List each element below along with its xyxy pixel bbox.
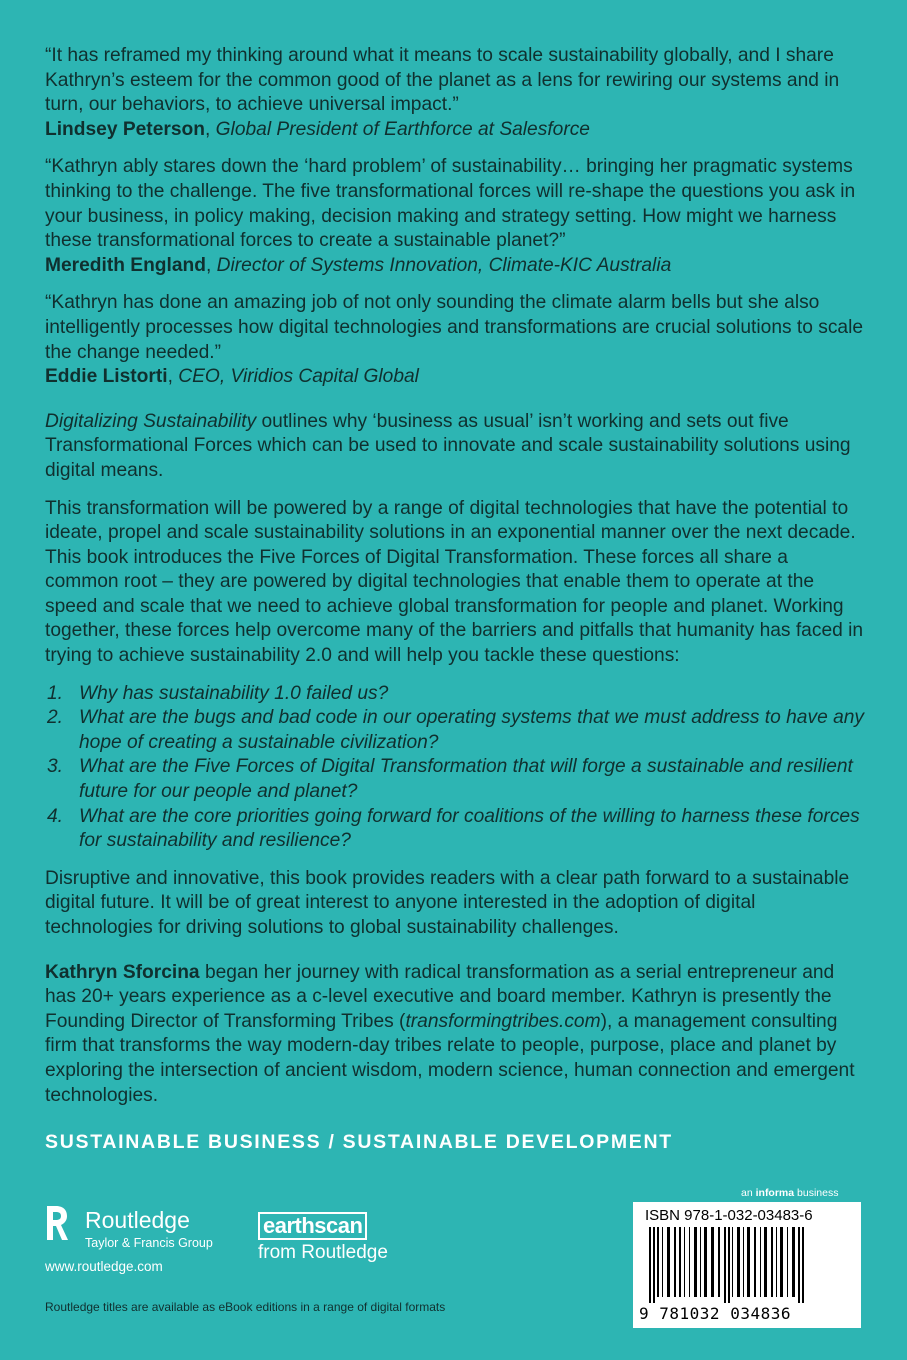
barcode-bar [684, 1227, 685, 1297]
publisher-group: Taylor & Francis Group [85, 1236, 213, 1250]
informa-business-label [741, 1187, 838, 1199]
endorsement-text: “Kathryn has done an amazing job of not only sounding the climate alarm bells but she also intelligently processes how digital technologies and transformations are crucial solutions to scale the change needed.” [45, 292, 864, 363]
isbn-number: ISBN 978-1-032-03483-6 [645, 1207, 813, 1224]
barcode-bar [700, 1227, 701, 1297]
barcode-bar [780, 1227, 783, 1297]
barcode-bar [732, 1227, 733, 1297]
list-number: 2. [47, 707, 64, 729]
author-website: transformingtribes.com [405, 1010, 601, 1032]
barcode-bar [689, 1227, 690, 1297]
endorser-title: Global President of Earthforce at Salesforce [215, 118, 590, 140]
barcode-bar [694, 1227, 697, 1297]
earthscan-logo [258, 1212, 388, 1264]
isbn-barcode [633, 1202, 861, 1328]
bio-text-2: ), a management consulting firm that transforms the way modern-day tribes relate to people, purpose, place and planet by exploring the intersection of ancient wisdom, modern science, human connection and emergent technologies. [45, 1010, 855, 1106]
list-text: What are the Five Forces of Digital Transformation that will forge a sustainable and resilient future for our people and planet? [79, 756, 853, 803]
list-item [45, 755, 865, 804]
endorsement-2 [45, 155, 865, 278]
informa-prefix: an [741, 1187, 756, 1199]
subject-category: SUSTAINABLE BUSINESS / SUSTAINABLE DEVELOPMENT [45, 1131, 673, 1153]
list-text: What are the bugs and bad code in our operating systems that we must address to have any hope of creating a sustainable civilization? [79, 707, 865, 753]
bio-text-1: began her journey with radical transformation as a serial entrepreneur and has 20+ years experience as a c-level executive and board member. Kathryn is presently the Founding Director of Transforming Tribes ( [45, 961, 835, 1032]
question-list [45, 682, 865, 854]
barcode-bar [760, 1227, 761, 1297]
endorser-name: Eddie Listorti [45, 366, 168, 388]
barcode-bar [798, 1227, 800, 1303]
barcode-bar [802, 1227, 804, 1303]
barcode-bar [728, 1227, 730, 1303]
intro-text: outlines why ‘business as usual’ isn’t working and sets out five Transformational Forces which can be used to innovate and scale sustainability solutions using digital means. [45, 410, 851, 481]
barcode-bar [711, 1227, 714, 1297]
barcode-bar [771, 1227, 773, 1297]
barcode-bar [776, 1227, 777, 1297]
barcode-bar [704, 1227, 707, 1297]
barcode-bar [754, 1227, 756, 1297]
earthscan-wordmark: earthscan [258, 1212, 367, 1240]
author-name: Kathryn Sforcina [45, 961, 200, 983]
endorsement-attribution: Meredith England, Director of Systems Innovation, Climate-KIC Australia [45, 254, 672, 276]
description-body: This transformation will be powered by a range of digital technologies that have the potential to ideate, propel and scale sustainability solutions in an exponential manner over the next decade. This book introduces the Five Forces of Digital Transformation. These forces all share a common root – they are powered by digital technologies that enable them to operate at the speed and scale that we need to achieve global transformation for people and planet. Working together, these forces help overcome many of the barriers and pitfalls that humanity has faced in trying to achieve sustainability 2.0 and will help you tackle these questions: [45, 497, 864, 667]
endorser-name: Lindsey Peterson [45, 118, 205, 140]
barcode-bars [643, 1227, 851, 1303]
list-number: 3. [47, 756, 64, 778]
endorser-name: Meredith England [45, 254, 206, 276]
book-title: Digitalizing Sustainability [45, 410, 257, 432]
endorsement-attribution: Lindsey Peterson, Global President of Earthforce at Salesforce [45, 118, 590, 140]
endorsement-3 [45, 291, 865, 389]
description-intro [45, 410, 865, 484]
list-item [45, 805, 865, 854]
endorsement-1 [45, 44, 865, 142]
list-item [45, 682, 865, 707]
author-bio [45, 961, 865, 1109]
barcode-bar [737, 1227, 740, 1297]
endorsement-attribution: Eddie Listorti, CEO, Viridios Capital Global [45, 366, 419, 388]
barcode-bar [662, 1227, 663, 1297]
description-closing: Disruptive and innovative, this book provides readers with a clear path forward to a sustainable digital future. It will be of great interest to anyone interested in the adoption of digital technologies for driving solutions to global sustainability challenges. [45, 867, 850, 938]
informa-word: informa [755, 1187, 795, 1199]
barcode-bar [747, 1227, 750, 1297]
publisher-website[interactable]: www.routledge.com [45, 1259, 163, 1274]
barcode-bar [674, 1227, 676, 1297]
list-number: 1. [47, 682, 64, 704]
barcode-digits: 9 781032 034836 [639, 1304, 791, 1323]
barcode-bar [657, 1227, 659, 1297]
endorser-title: CEO, Viridios Capital Global [178, 366, 419, 388]
endorsement-text: “It has reframed my thinking around what it means to scale sustainability globally, and I share Kathryn’s esteem for the common good of the planet as a lens for rewiring our systems and in turn, our behaviors, to achieve universal impact.” [45, 45, 840, 116]
barcode-bar [764, 1227, 767, 1297]
endorser-title: Director of Systems Innovation, Climate-KIC Australia [216, 254, 672, 276]
barcode-bar [787, 1227, 788, 1297]
barcode-bar [649, 1227, 651, 1303]
publisher-name: Routledge [85, 1207, 190, 1233]
barcode-bar [679, 1227, 681, 1297]
ebook-note: Routledge titles are available as eBook editions in a range of digital formats [45, 1300, 446, 1314]
barcode-bar [718, 1227, 720, 1297]
informa-suffix: business [794, 1187, 839, 1199]
barcode-bar [724, 1227, 726, 1303]
endorsement-text: “Kathryn ably stares down the ‘hard problem’ of sustainability… bringing her pragmatic systems thinking to the challenge. The five transformational forces will re-shape the questions you ask in your business, in policy making, decision making and strategy setting. How might we harness these transformational forces to create a sustainable planet?” [45, 156, 856, 252]
cover-text [45, 44, 865, 1108]
earthscan-subtitle: from Routledge [258, 1242, 388, 1263]
list-text: Why has sustainability 1.0 failed us? [79, 682, 389, 704]
list-item [45, 706, 865, 755]
list-number: 4. [47, 805, 64, 827]
barcode-bar [653, 1227, 655, 1303]
barcode-bar [667, 1227, 670, 1297]
list-text: What are the core priorities going forward for coalitions of the willing to harness these forces for sustainability and resilience? [79, 805, 860, 852]
routledge-r-icon [45, 1204, 69, 1250]
barcode-bar [792, 1227, 795, 1297]
barcode-bar [743, 1227, 744, 1297]
